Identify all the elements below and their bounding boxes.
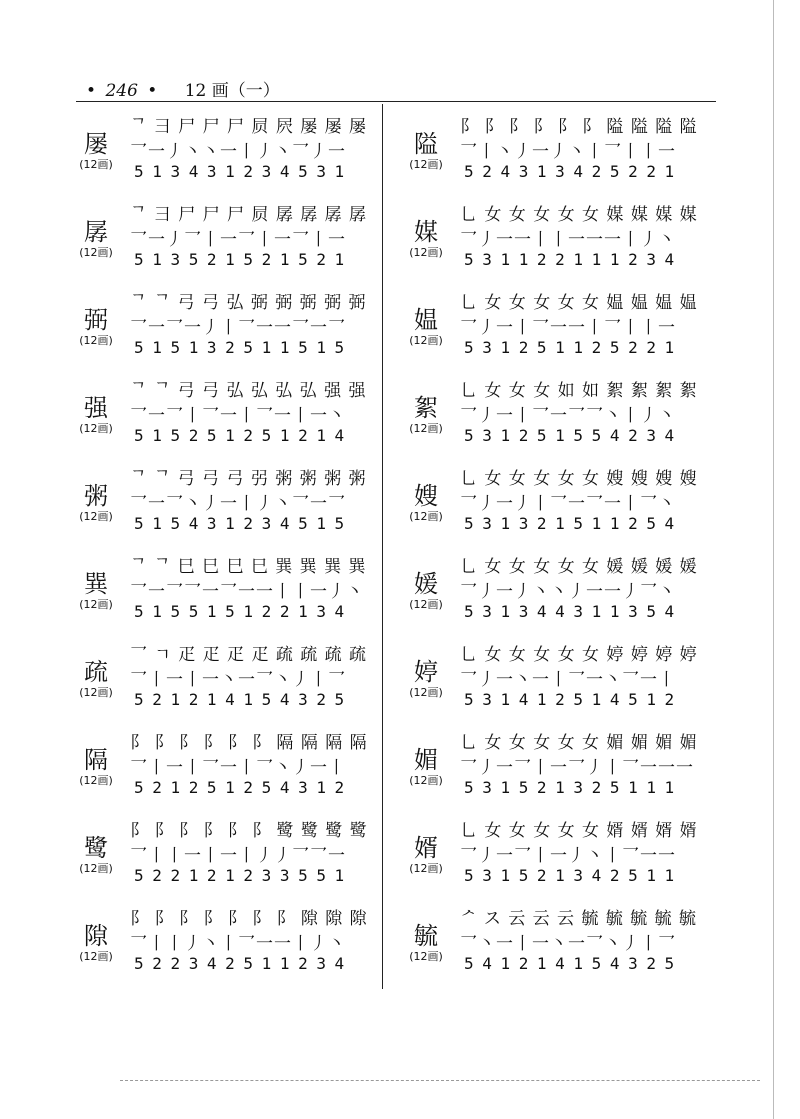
stroke-count-label: (12画)	[409, 334, 443, 347]
stroke-codes: 515251251214	[134, 426, 353, 445]
stroke-shapes: 乛一乛乛一乛一一丨丨一丿丶	[130, 582, 364, 602]
stroke-count-label: (12画)	[409, 862, 443, 875]
head-character: 婷	[414, 658, 438, 686]
head-character: 强	[84, 394, 108, 422]
head-character: 毓	[414, 922, 438, 950]
stroke-progression: 乚 女 女 女 女 女 媒 媒 媒 媒	[460, 205, 698, 225]
stroke-count-label: (12画)	[409, 158, 443, 171]
character-entry	[72, 548, 382, 636]
stroke-codes: 531344311354	[464, 602, 683, 621]
stroke-count-label: (12画)	[79, 158, 113, 171]
stroke-progression: 乚 女 女 女 女 女 媪 媪 媪 媪	[460, 293, 698, 313]
stroke-codes: 513431234531	[134, 162, 353, 181]
stroke-count-label: (12画)	[409, 774, 443, 787]
stroke-progression: ᄀ ᄀ 弓 弓 弓 弜 粥 粥 粥 粥	[130, 469, 367, 489]
page-title: 12 画（一）	[184, 81, 280, 101]
head-character: 媚	[414, 746, 438, 774]
stroke-codes: 531521342511	[464, 866, 683, 885]
head-character: 媒	[414, 218, 438, 246]
stroke-progression: 乚 女 女 女 女 女 媚 媚 媚 媚	[460, 733, 698, 753]
stroke-codes: 524313425221	[464, 162, 683, 181]
scan-edge-line	[773, 0, 774, 1119]
character-entry	[72, 812, 382, 900]
character-entry	[72, 196, 382, 284]
stroke-progression: 乚 女 女 女 女 女 婷 婷 婷 婷	[460, 645, 698, 665]
stroke-codes: 515431234515	[134, 514, 353, 533]
stroke-progression: 乛 ㄱ 疋 疋 疋 疋 疏 疏 疏 疏	[130, 645, 368, 665]
stroke-codes: 531122111234	[464, 250, 683, 269]
stroke-progression: 阝 阝 阝 阝 阝 阝 阝 隙 隙 隙	[130, 909, 368, 929]
head-character: 媛	[414, 570, 438, 598]
character-entry	[402, 196, 712, 284]
scan-bottom-line	[120, 1080, 760, 1081]
stroke-shapes: 乛丨丨一丨一丨丿丿乛乛一	[130, 846, 346, 866]
character-entry	[402, 548, 712, 636]
character-entry	[402, 108, 712, 196]
head-character: 嫂	[414, 482, 438, 510]
stroke-progression: ᄀ ᄀ 巳 巳 巳 巳 巽 巽 巽 巽	[130, 557, 367, 577]
stroke-progression: 阝 阝 阝 阝 阝 阝 鹭 鹭 鹭 鹭	[130, 821, 368, 841]
stroke-count-label: (12画)	[79, 774, 113, 787]
page-number: 246	[105, 81, 138, 101]
stroke-count-label: (12画)	[409, 422, 443, 435]
stroke-shapes: 乛一乛丨乛一丨乛一丨一丶	[130, 406, 346, 426]
head-character: 巽	[84, 570, 108, 598]
stroke-progression: ᄀ ᄀ 弓 弓 弘 弼 弼 弼 弼 弼	[130, 293, 367, 313]
character-entry	[72, 284, 382, 372]
head-character: 隘	[414, 130, 438, 158]
stroke-shapes: 乛一乛一丿丨乛一一乛一乛	[130, 318, 346, 338]
stroke-codes: 531321511254	[464, 514, 683, 533]
head-character: 屡	[84, 130, 108, 158]
stroke-codes: 531251554234	[464, 426, 683, 445]
stroke-count-label: (12画)	[79, 246, 113, 259]
stroke-count-label: (12画)	[79, 422, 113, 435]
header-bullet-right: •	[147, 81, 158, 101]
head-character: 鹭	[84, 834, 108, 862]
head-character: 絮	[414, 394, 438, 422]
character-entry	[402, 372, 712, 460]
stroke-progression: 乚 女 女 女 如 如 絮 絮 絮 絮	[460, 381, 698, 401]
header-rule	[76, 101, 716, 102]
stroke-codes: 521214154325	[134, 690, 353, 709]
stroke-shapes: 乛丿一乛丨一丿丶丨乛一一	[460, 846, 676, 866]
stroke-codes: 515515122134	[134, 602, 353, 621]
stroke-shapes: 乛丿一丶一丨乛一丶乛一丨	[460, 670, 676, 690]
character-entry	[72, 900, 382, 988]
stroke-shapes: 乛一乛丶丿一丨丿丶乛一乛	[130, 494, 346, 514]
stroke-progression: ᄼ ス 云 云 云 毓 毓 毓 毓 毓	[460, 909, 698, 929]
stroke-codes: 513521521521	[134, 250, 353, 269]
page-header	[86, 76, 280, 101]
stroke-progression: ᄀ ⺕ 尸 尸 尸 屃 屄 屡 屡 屡	[130, 117, 368, 137]
stroke-shapes: 乛丿一丿丶丶丿一一丿乛丶	[460, 582, 676, 602]
character-entry	[72, 108, 382, 196]
stroke-progression: 阝 阝 阝 阝 阝 阝 隘 隘 隘 隘	[460, 117, 698, 137]
stroke-codes: 521251254312	[134, 778, 353, 797]
stroke-progression: 阝 阝 阝 阝 阝 阝 隔 隔 隔 隔	[130, 733, 368, 753]
stroke-shapes: 乛丨丨丿丶丨乛一一丨丿丶	[130, 934, 346, 954]
head-character: 孱	[84, 218, 108, 246]
character-entry	[402, 900, 712, 988]
stroke-codes: 541214154325	[464, 954, 683, 973]
stroke-shapes: 乛丶一丨一丶一乛丶丿丨乛	[460, 934, 676, 954]
character-entry	[72, 636, 382, 724]
head-character: 媪	[414, 306, 438, 334]
stroke-shapes: 乛丨一丨一丶一乛丶丿丨乛	[130, 670, 346, 690]
left-column	[72, 108, 382, 988]
stroke-count-label: (12画)	[79, 334, 113, 347]
head-character: 疏	[84, 658, 108, 686]
stroke-count-label: (12画)	[79, 510, 113, 523]
stroke-count-label: (12画)	[79, 862, 113, 875]
stroke-shapes: 乛一丿丶丶一丨丿丶乛丿一	[130, 142, 346, 162]
stroke-progression: ᄀ ⺕ 尸 尸 尸 屃 孱 孱 孱 孱	[130, 205, 368, 225]
stroke-count-label: (12画)	[409, 686, 443, 699]
stroke-shapes: 乛丿一丨乛一乛乛丶丨丿丶	[460, 406, 676, 426]
stroke-progression: ᄀ ᄀ 弓 弓 弘 弘 弘 弘 强 强	[130, 381, 367, 401]
character-entry	[402, 460, 712, 548]
character-entry	[72, 372, 382, 460]
head-character: 婿	[414, 834, 438, 862]
stroke-shapes: 乛丿一丨乛一一丨乛丨丨一	[460, 318, 676, 338]
stroke-shapes: 乛丨丶丿一丿丶丨乛丨丨一	[460, 142, 676, 162]
character-entry	[402, 724, 712, 812]
character-entry	[72, 460, 382, 548]
stroke-shapes: 乛丨一丨乛一丨乛丶丿一丨	[130, 758, 346, 778]
character-entry	[72, 724, 382, 812]
character-entry	[402, 284, 712, 372]
stroke-count-label: (12画)	[409, 950, 443, 963]
stroke-codes: 531251125221	[464, 338, 683, 357]
stroke-count-label: (12画)	[409, 510, 443, 523]
right-column	[402, 108, 712, 988]
stroke-codes: 522342511234	[134, 954, 353, 973]
stroke-count-label: (12画)	[409, 598, 443, 611]
column-divider	[382, 104, 383, 989]
stroke-count-label: (12画)	[79, 598, 113, 611]
stroke-count-label: (12画)	[79, 950, 113, 963]
header-bullet-left: •	[86, 81, 97, 101]
stroke-count-label: (12画)	[409, 246, 443, 259]
stroke-shapes: 乛丿一乛丨一乛丿丨乛一一一	[460, 758, 694, 778]
character-entry	[402, 636, 712, 724]
stroke-progression: 乚 女 女 女 女 女 婿 婿 婿 婿	[460, 821, 698, 841]
head-character: 粥	[84, 482, 108, 510]
stroke-progression: 乚 女 女 女 女 女 媛 媛 媛 媛	[460, 557, 698, 577]
stroke-shapes: 乛一丿乛丨一乛丨一乛丨一	[130, 230, 346, 250]
stroke-shapes: 乛丿一一丨丨一一一丨丿丶	[460, 230, 676, 250]
head-character: 隔	[84, 746, 108, 774]
character-entry	[402, 812, 712, 900]
stroke-codes: 515132511515	[134, 338, 353, 357]
stroke-codes: 531521325111	[464, 778, 683, 797]
stroke-progression: 乚 女 女 女 女 女 嫂 嫂 嫂 嫂	[460, 469, 698, 489]
head-character: 隙	[84, 922, 108, 950]
stroke-count-label: (12画)	[79, 686, 113, 699]
stroke-shapes: 乛丿一丿丨乛一乛一丨乛丶	[460, 494, 676, 514]
stroke-codes: 522121233551	[134, 866, 353, 885]
stroke-codes: 531412514512	[464, 690, 683, 709]
head-character: 弼	[84, 306, 108, 334]
